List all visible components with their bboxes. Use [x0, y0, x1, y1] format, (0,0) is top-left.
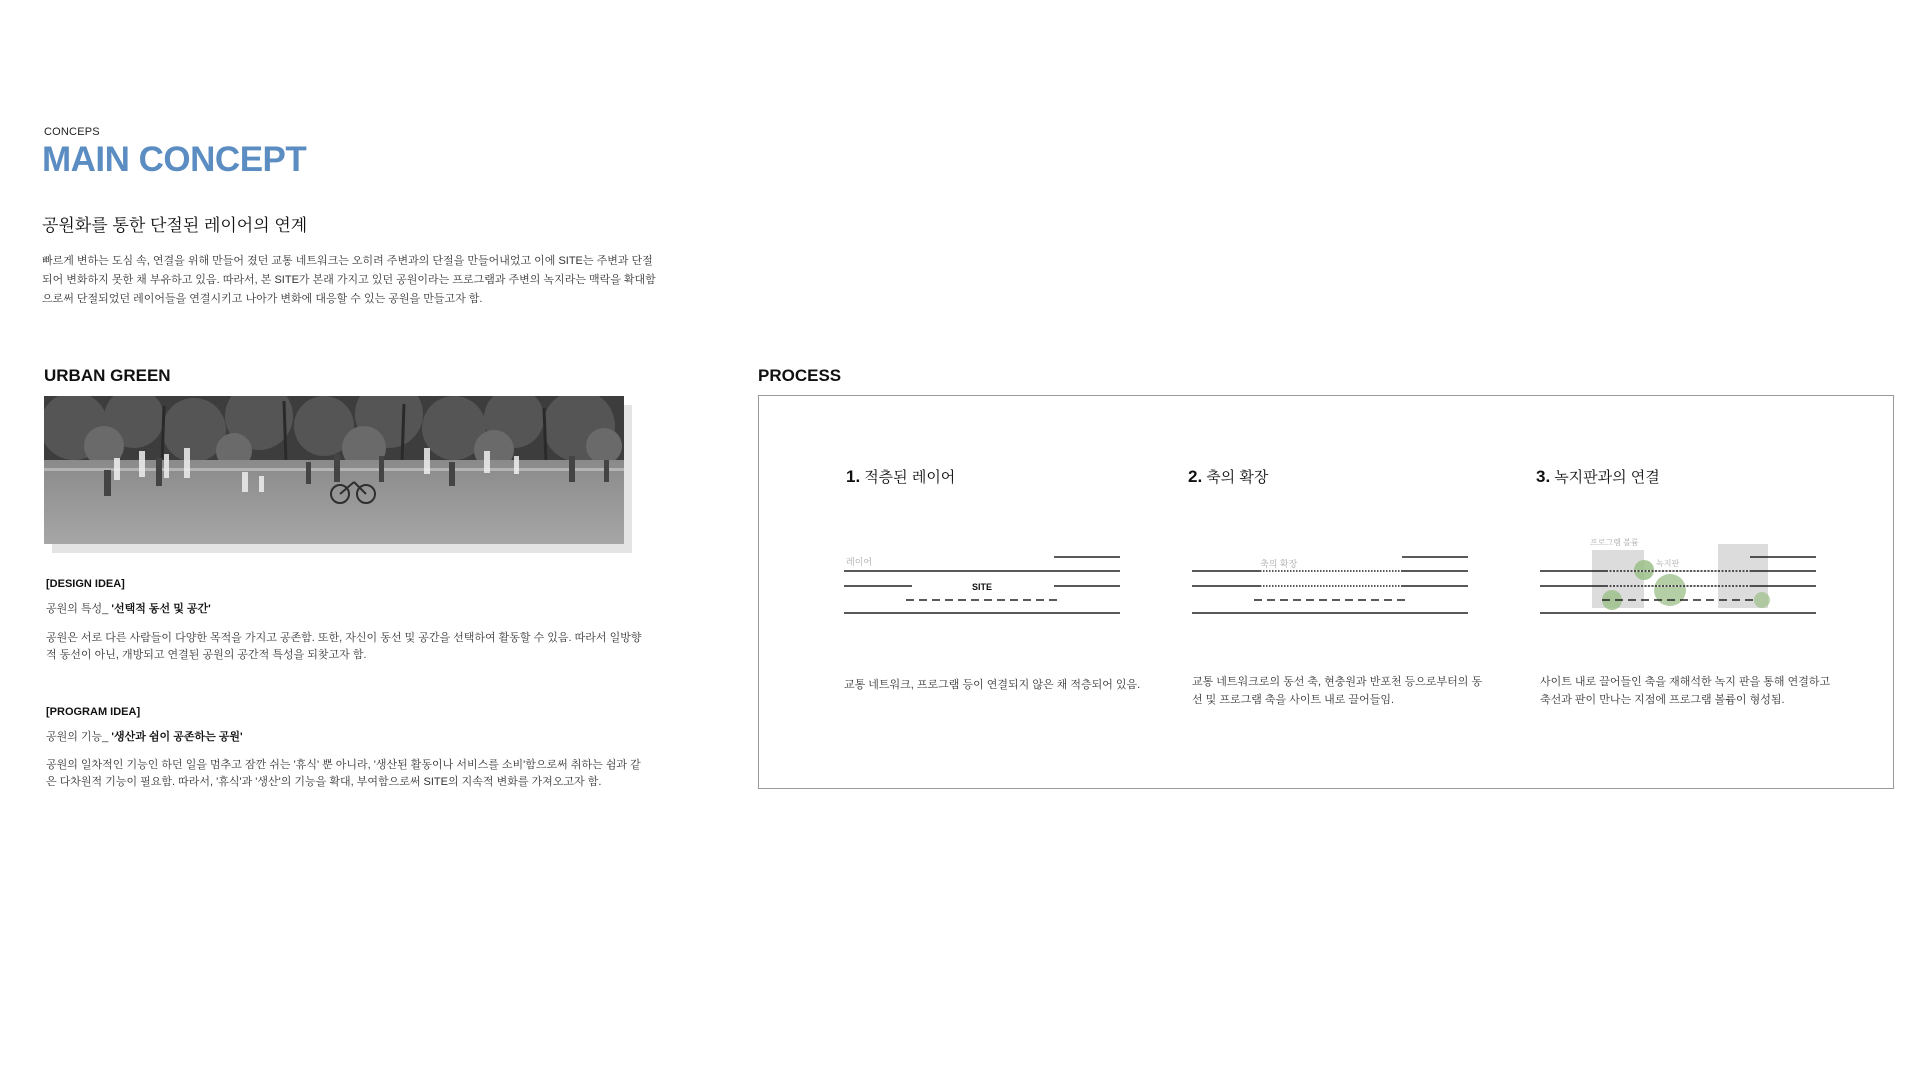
concept-intro: 빠르게 변하는 도심 속, 연결을 위해 만들어 졌던 교통 네트워크는 오히려 주변과의 단절을 만들어내었고 이에 SITE는 주변과 단절되어 변화하지 못한 채 부유하고 있음. 따라서, 본 SITE가 본래 가지고 있던 공원이라는 프로그램과 주변의 녹지라는 맥락을 확대함으로써 단절되었던 레이어들을 연결시키고 나아가 변화에 대응할 수 있는 공원을 만들고자 함. [42, 255, 656, 305]
page-title: MAIN CONCEPT [42, 140, 307, 179]
step-3-title [1536, 466, 1660, 487]
program-idea-body: 공원의 일차적인 기능인 하던 일을 멈추고 잠깐 쉬는 '휴식' 뿐 아니라, '생산된 활동이나 서비스를 소비'함으로써 취하는 쉼과 같은 다차원적 기능이 필요함. 따라서, '휴식'과 '생산'의 기능을 확대, 부여함으로써 SITE의 지속적 변화를 가져오고자 함. [46, 759, 641, 788]
design-idea-lead-text: 공원의 특성_ [46, 603, 109, 615]
step-1-title-text: 적층된 레이어 [864, 469, 956, 486]
step-2-diagram [1192, 550, 1472, 620]
program-volume-label: 프로그램 볼륨 [1590, 538, 1639, 547]
urban-green-heading: URBAN GREEN [44, 366, 171, 385]
program-idea-emphasis: '생산과 쉼이 공존하는 공원' [111, 731, 243, 743]
process-heading: PROCESS [758, 366, 842, 385]
design-idea-tag: [DESIGN IDEA] [46, 578, 125, 590]
step-1-title [846, 466, 955, 487]
step-2-axis-label: 축의 확장 [1260, 559, 1298, 569]
step-2-number: 2. [1188, 467, 1203, 486]
step-2-title-text: 축의 확장 [1206, 469, 1269, 486]
design-idea-body: 공원은 서로 다른 사람들이 다양한 목적을 가지고 공존함. 또한, 자신이 동선 및 공간을 선택하여 활동할 수 있음. 따라서 일방향적 동선이 아닌, 개방되고 연결된 공원의 공간적 특성을 되찾고자 함. [46, 632, 642, 661]
green-plate-circle [1754, 592, 1770, 608]
green-plate-circle [1634, 560, 1654, 580]
green-plate-label: 녹지판 [1656, 559, 1680, 568]
site-label: SITE [972, 582, 993, 592]
step-1-description: 교통 네트워크, 프로그램 등이 연결되지 않은 채 적층되어 있음. [844, 679, 1141, 691]
step-3-number: 3. [1536, 467, 1551, 486]
step-3-title-text: 녹지판과의 연결 [1554, 469, 1660, 486]
design-idea-lead [46, 600, 211, 616]
program-idea-lead [46, 728, 243, 744]
step-1-number: 1. [846, 467, 861, 486]
step-1-diagram [844, 550, 1124, 620]
park-photo [44, 396, 624, 544]
design-idea-emphasis: '선택적 동선 및 공간' [111, 603, 211, 615]
step-2-description: 교통 네트워크로의 동선 축, 현충원과 반포천 등으로부터의 동선 및 프로그램 축을 사이트 내로 끌어들임. [1192, 676, 1483, 706]
step-2-title [1188, 466, 1268, 487]
step-3-diagram [1540, 536, 1820, 620]
step-1-layer-label: 레이어 [846, 557, 873, 567]
step-3-description: 사이트 내로 끌어들인 축을 재해석한 녹지 판을 통해 연결하고 축선과 판이 만나는 지점에 프로그램 볼륨이 형성됨. [1540, 676, 1831, 706]
program-idea-tag: [PROGRAM IDEA] [46, 706, 141, 718]
section-kicker: CONCEPS [44, 126, 100, 138]
concept-subtitle: 공원화를 통한 단절된 레이어의 연계 [42, 216, 308, 235]
green-plate-circle [1654, 574, 1686, 606]
program-idea-lead-text: 공원의 기능_ [46, 731, 109, 743]
